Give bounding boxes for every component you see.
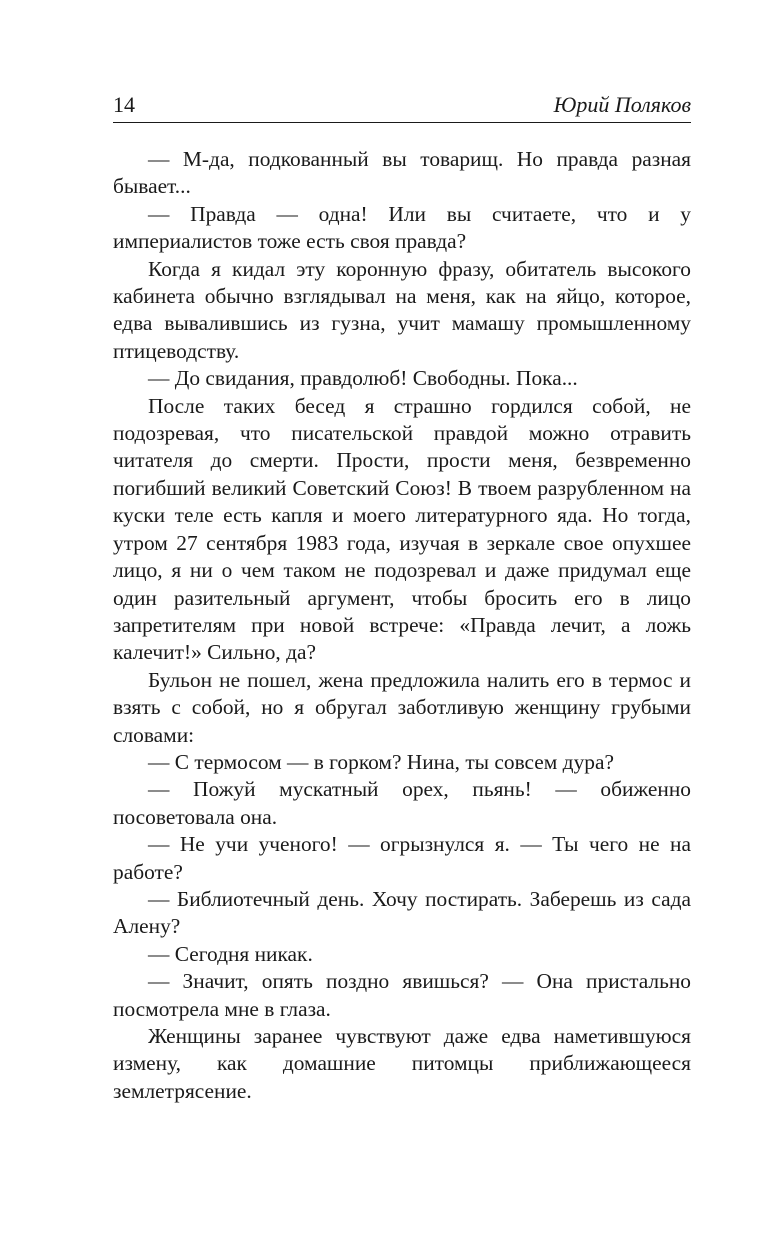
running-head-author: Юрий Поляков: [553, 92, 691, 117]
paragraph: — Пожуй мускатный орех, пьянь! — обиженно посоветовала она.: [113, 777, 691, 829]
paragraph: — М-да, подкованный вы товарищ. Но правда разная бывает...: [113, 147, 691, 199]
paragraph: — Библиотечный день. Хочу постирать. Заберешь из сада Алену?: [113, 886, 691, 939]
paragraph: После таких бесед я страшно гордился собой, не подозревая, что писательской правдой можно отравить читателя до смерти. Прости, прости меня, безвременно погибший великий Советский Союз! В твоем разрубленном на куски теле есть капля и моего литературного яда. Но тогда, утром 27 сентября 1983 года, изучая в зеркале свое опухшее лицо, я ни о чем таком не подозревал и даже придумал еще один разительный аргумент, чтобы бросить его в лицо запретителям при новой встрече: «Правда лечит, а ложь калечит!» Сильно, да?: [113, 393, 691, 665]
page-number: 14: [113, 92, 135, 117]
paragraph: — До свидания, правдолюб! Свободны. Пока...: [148, 366, 578, 391]
paragraph: Женщины заранее чувствуют даже едва наметившуюся измену, как домашние питомцы приближающееся землетрясение.: [113, 1024, 691, 1103]
paragraph: Бульон не пошел, жена предложила налить его в термос и взять с собой, но я обругал заботливую женщину грубыми словами:: [113, 667, 691, 747]
paragraph: — Сегодня никак.: [148, 941, 313, 966]
book-page: [113, 90, 691, 1105]
paragraph: Когда я кидал эту коронную фразу, обитатель высокого кабинета обычно взглядывал на меня, как на яйцо, которое, едва вывалившись из гузна, учит мамашу промышленному птицеводству.: [113, 256, 691, 363]
paragraph: — Значит, опять поздно явишься? — Она пристально посмотрела мне в глаза.: [113, 969, 691, 1021]
paragraph: — С термосом — в горком? Нина, ты совсем дура?: [148, 749, 614, 774]
running-header: [113, 90, 691, 123]
paragraph: — Правда — одна! Или вы считаете, что и у империалистов тоже есть своя правда?: [113, 201, 691, 254]
paragraph: — Не учи ученого! — огрызнулся я. — Ты чего не на работе?: [113, 832, 691, 884]
body-text: [113, 146, 691, 1105]
